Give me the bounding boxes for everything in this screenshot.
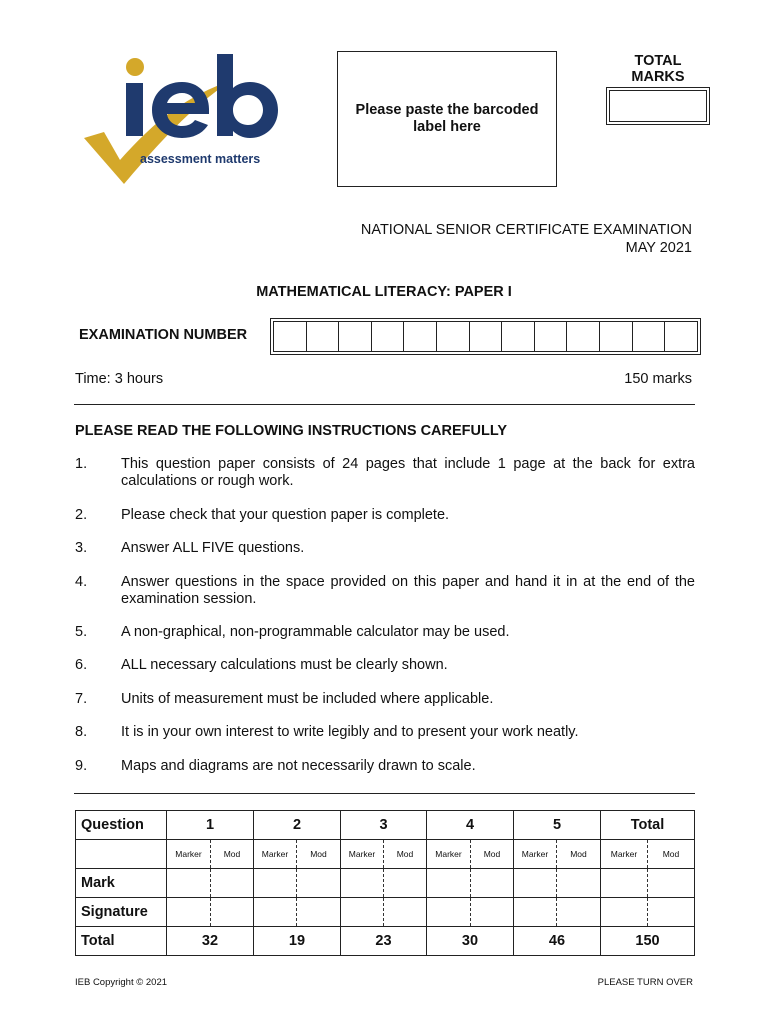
mark-cell[interactable]	[167, 869, 211, 898]
signature-cell[interactable]	[254, 898, 297, 927]
signature-cell[interactable]	[557, 898, 601, 927]
question-total-marks: 32	[167, 927, 254, 956]
instruction-text: Please check that your question paper is complete.	[121, 507, 450, 523]
grand-total-marks: 150	[601, 927, 695, 956]
instruction-number: 7.	[75, 691, 88, 707]
question-total-marks: 30	[427, 927, 514, 956]
mark-cell[interactable]	[427, 869, 471, 898]
exam-title: NATIONAL SENIOR CERTIFICATE EXAMINATION	[360, 222, 692, 238]
mod-header: Mod	[211, 840, 254, 869]
signature-cell[interactable]	[471, 898, 514, 927]
total-marks-label-line1: TOTAL	[634, 53, 682, 69]
exam-number-label: EXAMINATION NUMBER	[79, 327, 248, 343]
question-total-marks: 46	[514, 927, 601, 956]
exam-number-digit-box[interactable]	[599, 321, 633, 352]
instruction-number: 8.	[75, 724, 88, 740]
instruction-item	[75, 657, 695, 674]
instruction-text: It is in your own interest to write legibly and to present your work neatly.	[121, 724, 579, 740]
instruction-text: Answer ALL FIVE questions.	[121, 540, 305, 556]
table-row-total	[76, 927, 695, 956]
instruction-text: This question paper consists of 24 pages that include 1 page at the back for extra calculations or rough work.	[121, 456, 695, 489]
paper-title: MATHEMATICAL LITERACY: PAPER I	[256, 284, 512, 300]
mod-header: Mod	[297, 840, 341, 869]
signature-row-label: Signature	[76, 898, 167, 927]
total-marks-label	[606, 53, 710, 85]
mod-header: Mod	[557, 840, 601, 869]
mod-header: Mod	[648, 840, 695, 869]
exam-number-digit-box[interactable]	[534, 321, 568, 352]
mark-cell[interactable]	[384, 869, 427, 898]
question-number: 2	[254, 811, 341, 840]
instruction-text: Answer questions in the space provided on this paper and hand it in at the end of the examination session.	[121, 574, 695, 607]
mark-cell[interactable]	[471, 869, 514, 898]
instruction-number: 6.	[75, 657, 88, 673]
exam-number-digit-box[interactable]	[501, 321, 535, 352]
instruction-number: 1.	[75, 456, 88, 472]
total-marks-label-line2: MARKS	[631, 69, 685, 85]
signature-cell[interactable]	[341, 898, 384, 927]
mark-row-label: Mark	[76, 869, 167, 898]
question-total-header: Total	[601, 811, 695, 840]
mark-cell[interactable]	[648, 869, 695, 898]
instruction-item	[75, 758, 695, 775]
question-total-marks: 19	[254, 927, 341, 956]
mark-cell[interactable]	[557, 869, 601, 898]
marker-header: Marker	[341, 840, 384, 869]
marker-header: Marker	[167, 840, 211, 869]
table-row-mark	[76, 869, 695, 898]
copyright-notice: IEB Copyright © 2021	[75, 977, 168, 988]
question-number: 5	[514, 811, 601, 840]
ieb-logo-graphic	[82, 52, 302, 190]
instruction-item	[75, 456, 695, 490]
table-row-subheaders	[76, 840, 695, 869]
marker-header: Marker	[254, 840, 297, 869]
ieb-logo	[82, 52, 302, 190]
question-number: 1	[167, 811, 254, 840]
mod-header: Mod	[384, 840, 427, 869]
exam-number-digit-box[interactable]	[566, 321, 600, 352]
exam-duration: Time: 3 hours	[75, 371, 164, 387]
instruction-number: 3.	[75, 540, 88, 556]
mark-cell[interactable]	[297, 869, 341, 898]
barcode-label-box	[337, 51, 557, 187]
question-total-marks: 23	[341, 927, 427, 956]
instruction-text: ALL necessary calculations must be clearly shown.	[121, 657, 448, 673]
question-number: 3	[341, 811, 427, 840]
instruction-item	[75, 540, 695, 557]
signature-cell[interactable]	[514, 898, 557, 927]
exam-number-digit-box[interactable]	[664, 321, 698, 352]
mark-cell[interactable]	[341, 869, 384, 898]
divider	[74, 404, 695, 405]
signature-cell[interactable]	[211, 898, 254, 927]
total-row-label: Total	[76, 927, 167, 956]
exam-date: MAY 2021	[625, 240, 692, 256]
marks-table	[75, 810, 695, 956]
instruction-number: 9.	[75, 758, 88, 774]
logo-tagline: assessment matters	[140, 152, 261, 166]
signature-cell[interactable]	[601, 898, 648, 927]
exam-number-digit-box[interactable]	[371, 321, 405, 352]
signature-cell[interactable]	[167, 898, 211, 927]
signature-cell[interactable]	[648, 898, 695, 927]
exam-number-digit-box[interactable]	[338, 321, 372, 352]
total-marks-box[interactable]	[606, 87, 710, 125]
divider	[74, 793, 695, 794]
instruction-item	[75, 691, 695, 708]
question-number: 4	[427, 811, 514, 840]
instruction-text: Units of measurement must be included where applicable.	[121, 691, 494, 707]
exam-number-digit-box[interactable]	[436, 321, 470, 352]
instruction-item	[75, 574, 695, 608]
instruction-item	[75, 624, 695, 641]
instruction-text: A non-graphical, non-programmable calculator may be used.	[121, 624, 510, 640]
instruction-text: Maps and diagrams are not necessarily drawn to scale.	[121, 758, 476, 774]
exam-number-digit-box[interactable]	[469, 321, 503, 352]
barcode-instruction: Please paste the barcoded label here	[355, 102, 539, 135]
exam-number-boxes[interactable]	[270, 318, 701, 355]
table-row-question	[76, 811, 695, 840]
instruction-number: 4.	[75, 574, 88, 590]
mod-header: Mod	[471, 840, 514, 869]
instruction-item	[75, 724, 695, 741]
marker-header: Marker	[427, 840, 471, 869]
mark-cell[interactable]	[254, 869, 297, 898]
table-row-signature	[76, 898, 695, 927]
turn-over-notice: PLEASE TURN OVER	[597, 977, 693, 988]
exam-number-digit-box[interactable]	[403, 321, 437, 352]
marker-header: Marker	[514, 840, 557, 869]
instructions-heading: PLEASE READ THE FOLLOWING INSTRUCTIONS CAREFULLY	[75, 423, 508, 439]
instruction-number: 2.	[75, 507, 88, 523]
marker-header: Marker	[601, 840, 648, 869]
exam-number-digit-box[interactable]	[306, 321, 340, 352]
instruction-number: 5.	[75, 624, 88, 640]
exam-total-marks: 150 marks	[624, 371, 692, 387]
mark-cell[interactable]	[601, 869, 648, 898]
mark-cell[interactable]	[211, 869, 254, 898]
signature-cell[interactable]	[297, 898, 341, 927]
instruction-item	[75, 507, 695, 524]
exam-number-digit-box[interactable]	[632, 321, 666, 352]
question-header: Question	[76, 811, 167, 840]
signature-cell[interactable]	[384, 898, 427, 927]
signature-cell[interactable]	[427, 898, 471, 927]
mark-cell[interactable]	[514, 869, 557, 898]
exam-number-digit-box[interactable]	[273, 321, 307, 352]
